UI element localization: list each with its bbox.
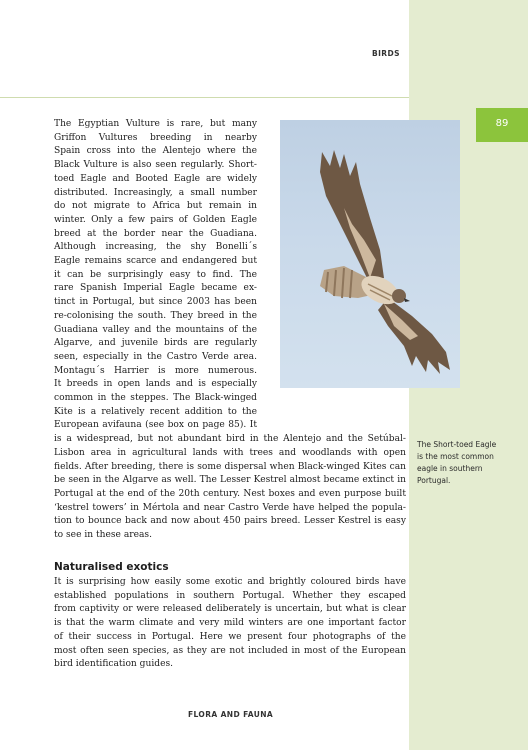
text-line: Portugal at the end of the 20th century. Nest boxes and even purpose built: [54, 488, 406, 499]
text-line: Algarve, and juvenile birds are regularly: [54, 338, 257, 349]
text-line: Montagu´s Harrier is more numerous.: [54, 365, 257, 376]
text-line: is a widespread, but not abundant bird in the Alentejo and the Setúbal-: [54, 434, 406, 445]
text-line: common in the steppes. The Black-winged: [54, 393, 257, 404]
text-line: to see in these areas.: [54, 530, 152, 541]
text-line: winter. Only a few pairs of Golden Eagle: [54, 214, 257, 225]
text-line: Black Vulture is also seen regularly. Short-: [54, 160, 257, 171]
text-line: be seen in the Algarve as well. The Lesser Kestrel almost became extinct in: [54, 475, 406, 486]
text-line: Guadiana valley and the mountains of the: [54, 324, 257, 335]
photo-caption: [417, 439, 517, 487]
text-line: The Egyptian Vulture is rare, but many: [54, 119, 257, 129]
header-rule: [0, 97, 409, 98]
text-line: Eagle remains scarce and endangered but: [54, 256, 257, 267]
footer-section-label: FLORA AND FAUNA: [188, 710, 274, 719]
caption-line: The Short-toed Eagle: [417, 440, 497, 449]
text-line: bird identification guides.: [54, 659, 174, 670]
raptors-paragraph: [54, 118, 406, 543]
text-line: seen, especially in the Castro Verde area.: [54, 351, 257, 362]
page-number-tab: [476, 108, 528, 142]
text-line: established populations in southern Portugal. Whether they escaped: [54, 590, 406, 601]
text-line: Spain cross into the Alentejo where the: [54, 146, 257, 157]
section-label: BIRDS: [372, 49, 400, 58]
text-line: re-colonising the south. They breed in the: [54, 310, 257, 321]
text-line: toed Eagle and Booted Eagle are widely: [54, 173, 257, 184]
text-line: Kite is a relatively recent addition to the: [54, 406, 257, 417]
text-line: It breeds in open lands and is especially: [54, 379, 257, 390]
text-line: of their success in Portugal. Here we present four photographs of the: [54, 631, 406, 642]
exotics-paragraph: [54, 576, 406, 672]
text-line: it can be surprisingly easy to find. The: [54, 269, 257, 280]
text-line: European avifauna (see box on page 85). It: [54, 420, 257, 431]
caption-line: Portugal.: [417, 476, 451, 485]
text-line: fields. After breeding, there is some dispersal when Black-winged Kites can: [54, 461, 406, 472]
page-number: 89: [495, 118, 509, 129]
text-line: rare Spanish Imperial Eagle became ex-: [54, 283, 257, 294]
text-line: from captivity or were released deliberately is uncertain, but what is clear: [54, 604, 406, 615]
text-line: Lisbon area in agricultural lands with trees and woodlands with open: [54, 447, 406, 458]
text-line: tion to bounce back and now about 450 pairs breed. Lesser Kestrel is easy: [54, 516, 406, 527]
text-line: distributed. Increasingly, a small number: [54, 187, 257, 198]
caption-line: is the most common: [417, 452, 494, 461]
text-line: Griffon Vultures breeding in nearby: [54, 132, 257, 143]
text-line: most often seen species, as they are not included in most of the European: [54, 645, 406, 656]
text-line: do not migrate to Africa but remain in: [54, 201, 257, 212]
text-line: It is surprising how easily some exotic and brightly coloured birds have: [54, 577, 406, 587]
text-line: tinct in Portugal, but since 2003 has been: [54, 297, 257, 308]
text-line: ‘kestrel towers’ in Mértola and near Castro Verde have helped the popula-: [54, 502, 406, 513]
caption-line: eagle in southern: [417, 464, 483, 473]
text-line: Although increasing, the shy Bonelli´s: [54, 242, 257, 253]
section-heading: Naturalised exotics: [54, 561, 169, 573]
text-line: is that the warm climate and very mild winters are one important factor: [54, 618, 406, 629]
text-line: breed at the border near the Guadiana.: [54, 228, 257, 239]
